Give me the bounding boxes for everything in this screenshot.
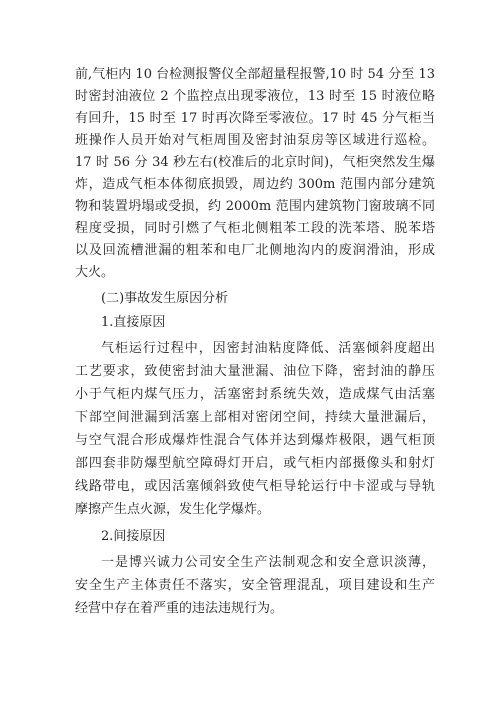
para1-line: 程度受损，同时引燃了气柜北侧粗苯工段的洗苯塔、脱苯塔	[75, 221, 435, 236]
para1-line: 有回升，15 时至 17 时再次降至零液位。17 时 45 分气柜当	[75, 111, 435, 126]
para1-line: 以及回流槽泄漏的粗苯和电厂北侧地沟内的废润滑油，形成	[75, 243, 435, 258]
para1-line: 炸，造成气柜本体彻底损毁，周边约 300m 范围内部分建筑	[75, 177, 435, 192]
para2-line: 小于气柜内煤气压力，活塞密封系统失效，造成煤气由活塞	[75, 387, 435, 402]
para2-line: 下部空间泄漏到活塞上部相对密闭空间，持续大量泄漏后，	[75, 410, 435, 425]
para1-line: 17 时 56 分 34 秒左右(校准后的北京时间)，气柜突然发生爆	[75, 155, 435, 170]
para2-line: 气柜运行过程中，因密封油粘度降低、活塞倾斜度超出	[101, 341, 435, 356]
para2-line: 工艺要求，致使密封油大量泄漏、油位下降，密封油的静压	[75, 364, 435, 379]
para2-line: 与空气混合形成爆炸性混合气体并达到爆炸极限，遇气柜顶	[75, 433, 435, 448]
para2-line: 摩擦产生点火源，发生化学爆炸。	[75, 502, 271, 517]
para2-line: 线路带电，或因活塞倾斜致使气柜导轮运行中卡涩或与导轨	[75, 479, 435, 494]
para3-line: 经营中存在着严重的违法违规行为。	[75, 601, 284, 616]
para3-line: 一是博兴诚力公司安全生产法制观念和安全意识淡薄，	[101, 555, 435, 570]
para1-line: 物和装置坍塌或受损，约 2000m 范围内建筑物门窗玻璃不同	[75, 199, 435, 214]
subsection-heading-direct-cause: 1.直接原因	[101, 315, 166, 330]
para1-line: 时密封油液位 2 个监控点出现零液位，13 时至 15 时液位略	[75, 89, 435, 104]
para2-line: 部四套非防爆型航空障碍灯开启，或气柜内部摄像头和射灯	[75, 456, 435, 471]
para3-line: 安全生产主体责任不落实，安全管理混乱，项目建设和生产	[75, 578, 435, 593]
para1-line: 前,气柜内 10 台检测报警仪全部超量程报警,10 时 54 分至 13	[75, 67, 435, 82]
subsection-heading-indirect-cause: 2.间接原因	[101, 529, 166, 544]
section-heading: (二)事故发生原因分析	[101, 291, 229, 306]
para1-line: 大火。	[75, 265, 115, 280]
para1-line: 班操作人员开始对气柜周围及密封油泵房等区域进行巡检。	[75, 133, 435, 148]
